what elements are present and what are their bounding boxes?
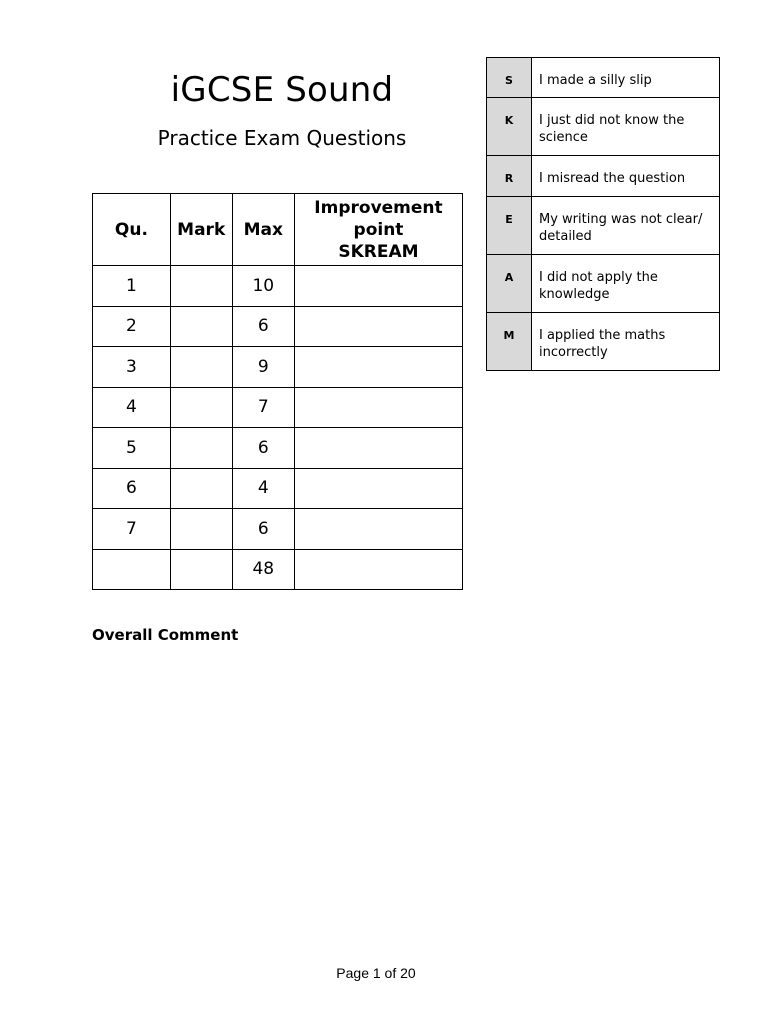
key-code: R xyxy=(487,156,532,197)
max-cell: 10 xyxy=(232,266,294,307)
improvement-cell xyxy=(294,347,462,388)
mark-cell xyxy=(170,549,232,590)
mark-cell xyxy=(170,468,232,509)
key-row xyxy=(487,313,720,371)
key-code: M xyxy=(487,313,532,371)
header-improvement-line2: point xyxy=(353,219,404,240)
question-cell: 6 xyxy=(93,468,171,509)
question-cell: 3 xyxy=(93,347,171,388)
table-row xyxy=(93,347,463,388)
key-code: A xyxy=(487,255,532,313)
question-cell xyxy=(93,549,171,590)
key-description: I applied the maths incorrectly xyxy=(532,313,720,371)
table-row xyxy=(93,468,463,509)
key-description: My writing was not clear/ detailed xyxy=(532,197,720,255)
key-description: I misread the question xyxy=(532,156,720,197)
header-max: Max xyxy=(232,194,294,266)
question-cell: 5 xyxy=(93,428,171,469)
key-row xyxy=(487,58,720,98)
header-improvement xyxy=(294,194,462,266)
question-cell: 4 xyxy=(93,387,171,428)
table-row xyxy=(93,387,463,428)
max-total-cell: 48 xyxy=(232,549,294,590)
table-row xyxy=(93,509,463,550)
key-description: I just did not know the science xyxy=(532,98,720,156)
key-description: I made a silly slip xyxy=(532,58,720,98)
improvement-cell xyxy=(294,509,462,550)
improvement-cell xyxy=(294,549,462,590)
header-improvement-line1: Improvement xyxy=(314,197,443,218)
max-cell: 6 xyxy=(232,428,294,469)
total-row xyxy=(93,549,463,590)
page-number: Page 1 of 20 xyxy=(336,965,416,981)
improvement-cell xyxy=(294,306,462,347)
improvement-cell xyxy=(294,468,462,509)
key-code: K xyxy=(487,98,532,156)
max-cell: 9 xyxy=(232,347,294,388)
table-row xyxy=(93,428,463,469)
question-cell: 1 xyxy=(93,266,171,307)
max-cell: 6 xyxy=(232,509,294,550)
key-code: E xyxy=(487,197,532,255)
key-row xyxy=(487,98,720,156)
max-cell: 4 xyxy=(232,468,294,509)
question-cell: 2 xyxy=(93,306,171,347)
key-code: S xyxy=(487,58,532,98)
improvement-cell xyxy=(294,428,462,469)
document-subtitle: Practice Exam Questions xyxy=(157,126,407,150)
key-row xyxy=(487,156,720,197)
mark-cell xyxy=(170,266,232,307)
mark-cell xyxy=(170,306,232,347)
key-description: I did not apply the knowledge xyxy=(532,255,720,313)
mark-cell xyxy=(170,347,232,388)
header-mark: Mark xyxy=(170,194,232,266)
marks-table-header-row xyxy=(93,194,463,266)
table-row xyxy=(93,266,463,307)
skream-key-table xyxy=(486,57,720,371)
key-row xyxy=(487,197,720,255)
max-cell: 7 xyxy=(232,387,294,428)
mark-cell xyxy=(170,428,232,469)
improvement-cell xyxy=(294,266,462,307)
overall-comment-label: Overall Comment xyxy=(92,626,239,644)
max-cell: 6 xyxy=(232,306,294,347)
marks-table xyxy=(92,193,463,590)
key-row xyxy=(487,255,720,313)
header-improvement-line3: SKREAM xyxy=(338,241,419,262)
mark-cell xyxy=(170,509,232,550)
question-cell: 7 xyxy=(93,509,171,550)
header-question: Qu. xyxy=(93,194,171,266)
improvement-cell xyxy=(294,387,462,428)
table-row xyxy=(93,306,463,347)
document-title: iGCSE Sound xyxy=(170,70,394,110)
mark-cell xyxy=(170,387,232,428)
